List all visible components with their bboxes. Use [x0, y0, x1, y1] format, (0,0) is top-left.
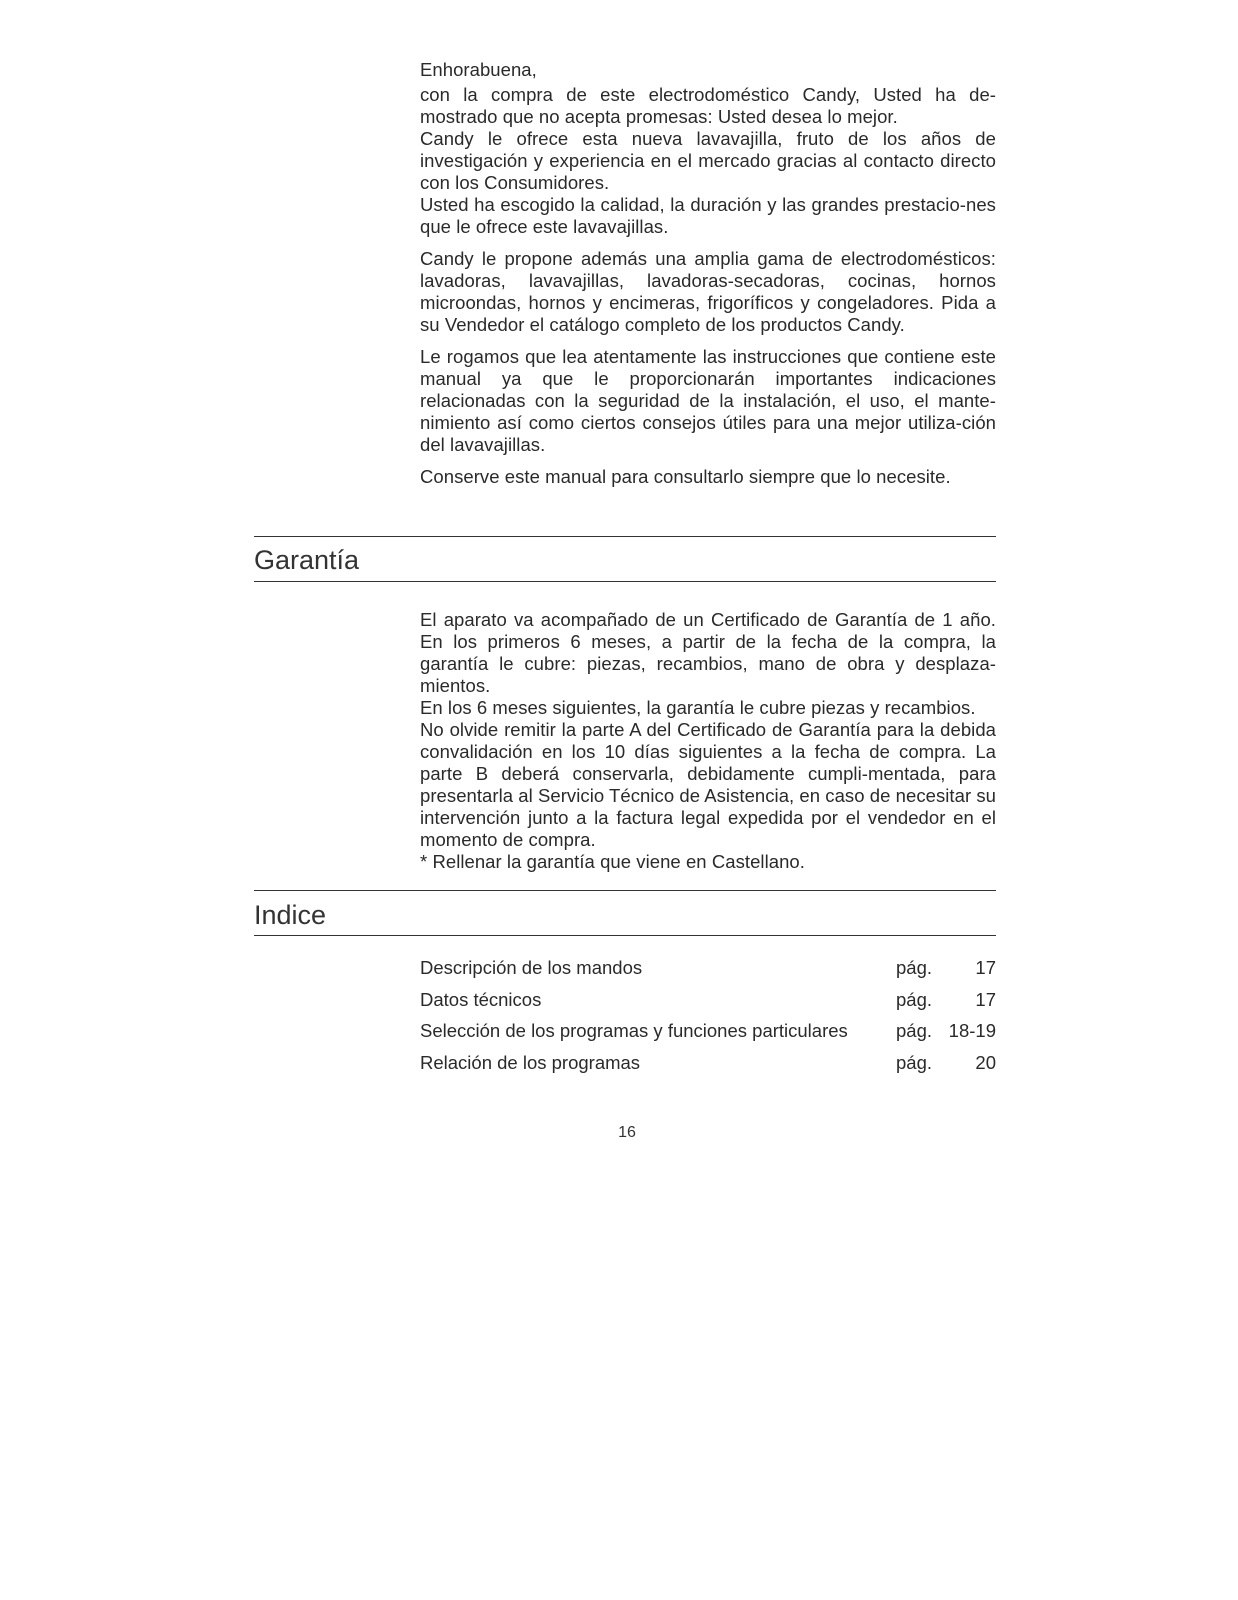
table-of-contents — [420, 957, 996, 1083]
intro-section — [420, 84, 996, 488]
intro-paragraph: Candy le propone además una amplia gama de electrodomésticos: lavadoras, lavavajillas, lavadoras-secadoras, cocinas, hornos microondas, hornos y encimeras, frigoríficos y congeladores. Pida a su Vendedor el catálogo completo de los productos Candy. — [420, 248, 996, 335]
toc-entry-title: Descripción de los mandos — [420, 957, 643, 978]
greeting: Enhorabuena, — [420, 58, 537, 80]
intro-paragraph: Candy le ofrece esta nueva lavavajilla, fruto de los años de investigación y experiencia en el mercado gracias al contacto directo con los Consumidores. — [420, 128, 996, 193]
toc-page-number: 18-19 — [948, 1020, 996, 1041]
section-divider — [254, 890, 996, 891]
toc-entry-title: Selección de los programas y funciones particulares — [420, 1020, 848, 1041]
garantia-paragraph: En los 6 meses siguientes, la garantía le cubre piezas y recambios. — [420, 697, 976, 718]
section-divider — [254, 536, 996, 537]
indice-heading: Indice — [254, 900, 327, 930]
intro-paragraph: con la compra de este electrodoméstico Candy, Usted ha de-mostrado que no acepta promesas: Usted desea lo mejor. — [420, 84, 996, 127]
section-divider — [254, 581, 996, 582]
toc-page-label: pág. — [896, 1051, 933, 1073]
toc-page-label: pág. — [896, 957, 933, 978]
garantia-paragraph: No olvide remitir la parte A del Certificado de Garantía para la debida convalidación en los 10 días siguientes a la fecha de compra. La parte B deberá conservarla, debidamente cumpli-mentada, para presentarla al Servicio Técnico de Asistencia, en caso de necesitar su intervención junto a la factura legal expedida por el vendedor en el momento de compra. — [420, 719, 996, 850]
toc-page-number: 20 — [975, 1051, 996, 1073]
garantia-section — [420, 609, 996, 873]
section-divider — [254, 935, 996, 936]
toc-page-label: pág. — [896, 1020, 933, 1041]
garantia-note: * Rellenar la garantía que viene en Castellano. — [420, 851, 805, 872]
garantia-paragraph: El aparato va acompañado de un Certificado de Garantía de 1 año. En los primeros 6 meses, a partir de la fecha de la compra, la garantía le cubre: piezas, recambios, mano de obra y desplaza-mientos. — [420, 609, 996, 696]
toc-entry — [420, 989, 996, 1021]
intro-paragraph: Usted ha escogido la calidad, la duración y las grandes prestacio-nes que le ofrece este lavavajillas. — [420, 194, 996, 237]
intro-paragraph: Le rogamos que lea atentamente las instrucciones que contiene este manual ya que le proporcionarán importantes indicaciones relacionadas con la seguridad de la instalación, el uso, el mante-nimiento así como ciertos consejos útiles para una mejor utiliza-ción del lavavajillas. — [420, 346, 996, 455]
toc-entry — [420, 1020, 996, 1052]
toc-entry-title: Datos técnicos — [420, 988, 542, 1010]
toc-page-label: pág. — [896, 988, 933, 1010]
garantia-heading: Garantía — [254, 545, 360, 575]
toc-entry — [420, 957, 996, 989]
page-number: 16 — [618, 1124, 636, 1141]
toc-page-number: 17 — [975, 957, 996, 978]
toc-page-number: 17 — [975, 988, 996, 1010]
toc-entry — [420, 1052, 996, 1084]
intro-paragraph: Conserve este manual para consultarlo siempre que lo necesite. — [420, 466, 951, 487]
toc-entry-title: Relación de los programas — [420, 1051, 641, 1073]
